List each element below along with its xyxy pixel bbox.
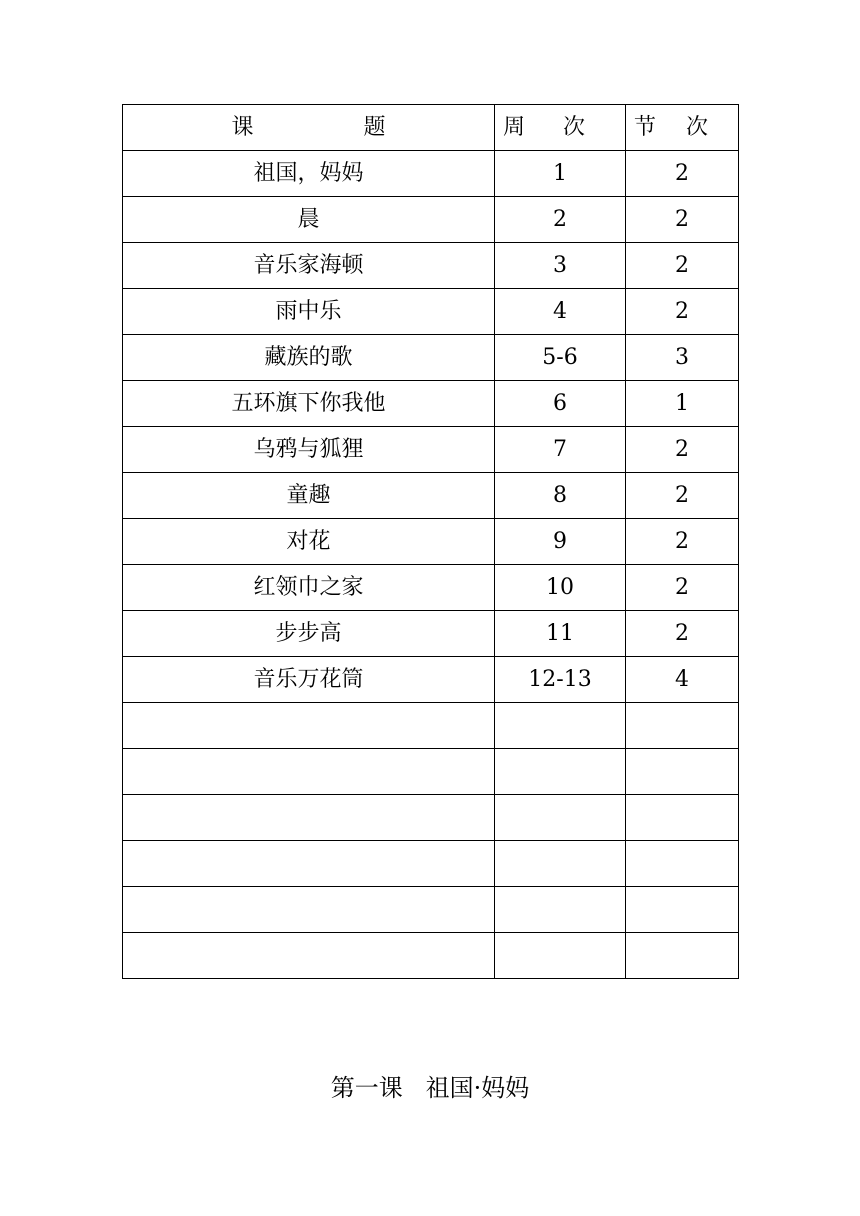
cell-topic: 红领巾之家	[123, 565, 495, 611]
table-row	[123, 887, 739, 933]
table-row	[123, 289, 739, 335]
cell-topic: 雨中乐	[123, 289, 495, 335]
cell-topic	[123, 933, 495, 979]
cell-topic: 晨	[123, 197, 495, 243]
table-header-row	[123, 105, 739, 151]
cell-period: 2	[626, 243, 739, 289]
table-row	[123, 565, 739, 611]
cell-week: 3	[495, 243, 626, 289]
cell-period: 2	[626, 151, 739, 197]
cell-topic: 藏族的歌	[123, 335, 495, 381]
cell-period: 3	[626, 335, 739, 381]
cell-topic: 对花	[123, 519, 495, 565]
cell-period	[626, 749, 739, 795]
lesson-number: 第一课	[330, 1074, 403, 1102]
table-row	[123, 749, 739, 795]
header-period-char-1: 节	[634, 114, 657, 140]
cell-week: 5-6	[495, 335, 626, 381]
cell-week	[495, 887, 626, 933]
cell-period	[626, 933, 739, 979]
table-row	[123, 335, 739, 381]
cell-week: 10	[495, 565, 626, 611]
cell-topic: 五环旗下你我他	[123, 381, 495, 427]
cell-period: 2	[626, 197, 739, 243]
cell-period: 2	[626, 565, 739, 611]
table-row	[123, 841, 739, 887]
cell-week: 2	[495, 197, 626, 243]
cell-topic	[123, 887, 495, 933]
cell-period	[626, 703, 739, 749]
cell-period: 2	[626, 427, 739, 473]
cell-topic: 祖国，妈妈	[123, 151, 495, 197]
header-topic	[123, 105, 495, 151]
cell-period: 1	[626, 381, 739, 427]
cell-topic: 音乐家海顿	[123, 243, 495, 289]
cell-topic	[123, 795, 495, 841]
cell-period	[626, 841, 739, 887]
header-period-char-2: 次	[686, 114, 709, 140]
table-row	[123, 933, 739, 979]
table-row	[123, 795, 739, 841]
cell-period: 2	[626, 519, 739, 565]
cell-week: 9	[495, 519, 626, 565]
cell-period	[626, 887, 739, 933]
header-week-char-1: 周	[503, 114, 526, 140]
cell-week	[495, 795, 626, 841]
table-row	[123, 611, 739, 657]
cell-week: 8	[495, 473, 626, 519]
cell-week: 4	[495, 289, 626, 335]
cell-period: 2	[626, 473, 739, 519]
cell-topic: 乌鸦与狐狸	[123, 427, 495, 473]
table-row	[123, 381, 739, 427]
cell-week: 12-13	[495, 657, 626, 703]
cell-topic: 童趣	[123, 473, 495, 519]
cell-topic	[123, 841, 495, 887]
header-week-char-2: 次	[563, 114, 586, 140]
header-topic-char-2: 题	[363, 114, 386, 140]
table-row	[123, 473, 739, 519]
cell-topic	[123, 749, 495, 795]
header-week	[495, 105, 626, 151]
cell-topic: 音乐万花筒	[123, 657, 495, 703]
header-period	[626, 105, 739, 151]
cell-period: 2	[626, 611, 739, 657]
cell-period	[626, 795, 739, 841]
cell-week: 6	[495, 381, 626, 427]
cell-week	[495, 933, 626, 979]
table-row	[123, 657, 739, 703]
table-row	[123, 243, 739, 289]
cell-topic: 步步高	[123, 611, 495, 657]
cell-week	[495, 841, 626, 887]
cell-week: 11	[495, 611, 626, 657]
table-row	[123, 703, 739, 749]
lesson-title-text: 祖国·妈妈	[425, 1074, 530, 1102]
table-row	[123, 519, 739, 565]
cell-period: 2	[626, 289, 739, 335]
lesson-schedule-table	[122, 104, 739, 979]
header-topic-char-1: 课	[231, 114, 254, 140]
cell-week	[495, 749, 626, 795]
table-row	[123, 197, 739, 243]
cell-week: 1	[495, 151, 626, 197]
cell-period: 4	[626, 657, 739, 703]
cell-week: 7	[495, 427, 626, 473]
cell-week	[495, 703, 626, 749]
schedule-body	[123, 105, 739, 979]
lesson-heading	[0, 1068, 860, 1103]
table-row	[123, 427, 739, 473]
cell-topic	[123, 703, 495, 749]
table-row	[123, 151, 739, 197]
